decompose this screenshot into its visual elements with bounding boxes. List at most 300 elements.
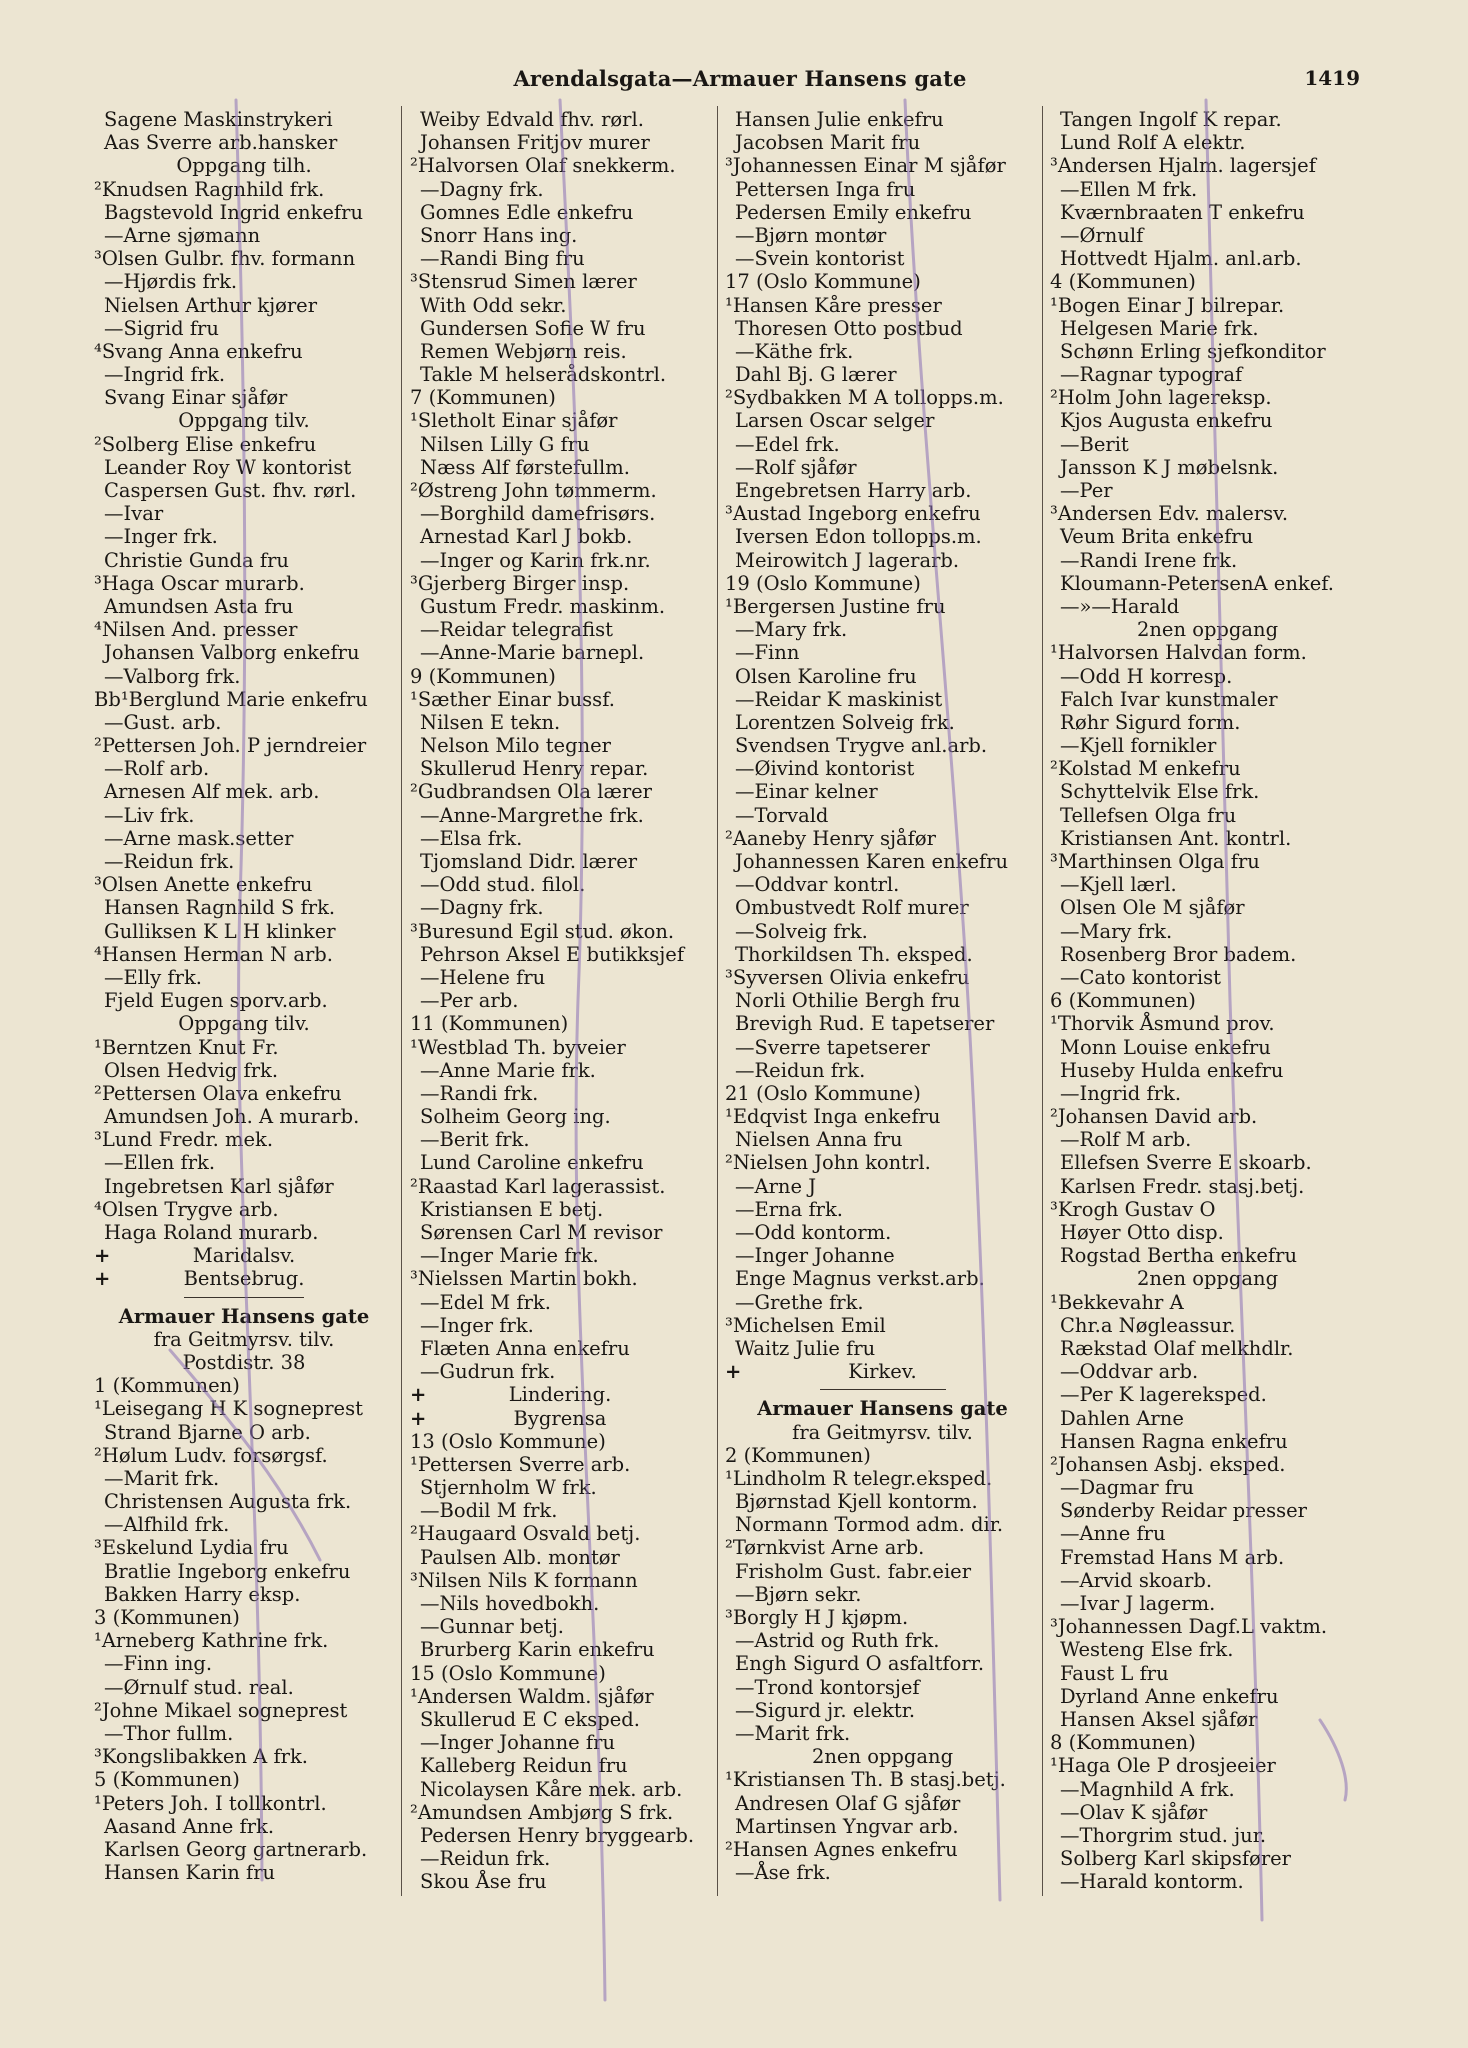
resident-entry: Lorentzen Solveig frk. xyxy=(735,710,955,734)
resident-entry: —Rolf M arb. xyxy=(1060,1128,1192,1152)
resident-entry: Bjørnstad Kjell kontorm. xyxy=(735,1490,978,1514)
resident-entry: Skullerud Henry repar. xyxy=(420,757,649,781)
resident-entry: Thoresen Otto postbud xyxy=(735,316,963,340)
resident-entry: Faust L fru xyxy=(1060,1661,1169,1685)
resident-entry: —Arne mask.setter xyxy=(104,826,294,850)
house-number: 2 (Kommunen) xyxy=(725,1443,871,1467)
resident-entry: —Kjell lærl. xyxy=(1060,873,1177,897)
resident-entry: Brurberg Karin enkefru xyxy=(420,1638,655,1662)
cross-street xyxy=(94,1267,394,1290)
resident-entry: —Olav K sjåfør xyxy=(1060,1800,1208,1824)
resident-entry: Kristiansen E betj. xyxy=(420,1197,604,1221)
resident-entry: —Inger Johanne fru xyxy=(420,1731,615,1755)
resident-entry: Næss Alf førstefullm. xyxy=(420,455,630,479)
resident-entry: ¹Berntzen Knut Fr. xyxy=(94,1035,279,1059)
resident-entry: ²Aaneby Henry sjåfør xyxy=(725,826,936,850)
resident-entry: —Inger frk. xyxy=(420,1313,534,1337)
resident-entry: —Sverre tapetserer xyxy=(735,1035,930,1059)
resident-entry: Christensen Augusta frk. xyxy=(104,1490,352,1514)
resident-entry: Amundsen Asta fru xyxy=(104,594,294,618)
resident-entry: Bagstevold Ingrid enkefru xyxy=(104,200,364,224)
resident-entry: —Arne J xyxy=(735,1174,817,1198)
resident-entry: ⁴Nilsen And. presser xyxy=(94,618,298,642)
resident-entry: Meirowitch J lagerarb. xyxy=(735,548,960,572)
resident-entry: —Anne-Margrethe frk. xyxy=(420,803,644,827)
stairway-label: Oppgang tilh. xyxy=(176,154,312,178)
resident-entry: —Dagny frk. xyxy=(420,896,544,920)
resident-entry: ²Østreng John tømmerm. xyxy=(410,479,657,502)
resident-entry: Hansen Ragna enkefru xyxy=(1060,1429,1288,1453)
resident-entry: Pettersen Inga fru xyxy=(735,177,916,201)
resident-entry: Dahl Bj. G lærer xyxy=(735,363,897,387)
resident-entry: —Ragnar typograf xyxy=(1060,363,1243,387)
resident-entry: ²Knudsen Ragnhild frk. xyxy=(94,177,325,201)
resident-entry: —Anne-Marie barnepl. xyxy=(420,641,645,665)
resident-entry: Larsen Oscar selger xyxy=(735,409,935,433)
resident-entry: ⁴Hansen Herman N arb. xyxy=(94,942,333,966)
resident-entry: ³Kongslibakken A frk. xyxy=(94,1745,308,1769)
resident-entry: —Cato kontorist xyxy=(1060,965,1221,989)
resident-entry: Arnesen Alf mek. arb. xyxy=(104,780,320,804)
resident-entry: Olsen Karoline fru xyxy=(735,664,917,688)
resident-entry: ²Hølum Ludv. forsørgsf. xyxy=(94,1443,328,1467)
section-divider xyxy=(94,1291,394,1305)
column-divider xyxy=(1042,106,1043,1896)
resident-entry: —Reidar telegrafist xyxy=(420,618,614,642)
resident-entry: —Ingrid frk. xyxy=(1060,1081,1182,1105)
resident-entry: ³Andersen Edv. malersv. xyxy=(1050,502,1289,526)
resident-entry: —Thorgrim stud. jur. xyxy=(1060,1823,1267,1847)
resident-entry: Westeng Else frk. xyxy=(1060,1638,1234,1662)
resident-entry: Monn Louise enkefru xyxy=(1060,1035,1271,1059)
house-number: 19 (Oslo Kommune) xyxy=(725,571,921,595)
resident-entry: Kalleberg Reidun fru xyxy=(420,1754,628,1778)
resident-entry: —Bodil M frk. xyxy=(420,1499,558,1523)
resident-entry: —Valborg frk. xyxy=(104,664,241,688)
cross-street-name: Maridalsv. xyxy=(192,1244,296,1268)
stairway-label: 2nen oppgang xyxy=(1136,1267,1279,1291)
cross-icon: + xyxy=(725,1360,742,1384)
resident-entry: —Finn xyxy=(735,641,800,665)
resident-entry: —Thor fullm. xyxy=(104,1721,234,1745)
resident-entry: Pedersen Emily enkefru xyxy=(735,200,972,224)
resident-entry: Tjomsland Didr. lærer xyxy=(420,850,638,873)
house-number: 9 (Kommunen) xyxy=(410,664,556,688)
resident-entry: Svendsen Trygve anl.arb. xyxy=(735,734,988,758)
resident-entry: Olsen Ole M sjåfør xyxy=(1060,896,1245,920)
resident-entry: Pedersen Henry bryggearb. xyxy=(420,1823,695,1847)
resident-entry: Nelson Milo tegner xyxy=(420,734,612,758)
resident-entry: Engebretsen Harry arb. xyxy=(735,479,972,502)
resident-entry: —Solveig frk. xyxy=(735,919,868,943)
resident-entry: ²Pettersen Joh. P jerndreier xyxy=(94,734,367,758)
resident-entry: —Odd H korresp. xyxy=(1060,664,1233,688)
resident-entry: —Anne Marie frk. xyxy=(420,1058,596,1082)
resident-entry: Nicolaysen Kåre mek. arb. xyxy=(420,1777,683,1801)
resident-entry: Flæten Anna enkefru xyxy=(420,1336,630,1360)
resident-entry: —Randi frk. xyxy=(420,1081,539,1105)
resident-entry: Martinsen Yngvar arb. xyxy=(735,1814,959,1838)
resident-entry: Lund Caroline enkefru xyxy=(420,1151,644,1175)
resident-entry: Helgesen Marie frk. xyxy=(1060,316,1259,340)
stairway-label: 2nen oppgang xyxy=(1136,618,1279,642)
resident-entry: —Mary frk. xyxy=(1060,919,1173,943)
resident-entry: ²Solberg Elise enkefru xyxy=(94,432,317,456)
resident-entry: Arnestad Karl J bokb. xyxy=(420,525,633,549)
house-number: 5 (Kommunen) xyxy=(94,1768,240,1792)
resident-entry: ²Kolstad M enkefru xyxy=(1050,757,1241,781)
resident-entry: Brevigh Rud. E tapetserer xyxy=(735,1012,995,1036)
resident-entry: Hansen Ragnhild S frk. xyxy=(104,896,336,920)
resident-entry: ¹Edqvist Inga enkefru xyxy=(725,1105,941,1129)
cross-icon: + xyxy=(410,1383,427,1407)
resident-entry: Hansen Julie enkefru xyxy=(735,108,944,131)
resident-entry: Bratlie Ingeborg enkefru xyxy=(104,1559,351,1583)
page-header xyxy=(0,66,1468,100)
resident-entry: ¹Bergersen Justine fru xyxy=(725,594,946,618)
resident-entry: Norli Othilie Bergh fru xyxy=(735,989,961,1013)
resident-entry: —Inger Marie frk. xyxy=(420,1244,599,1268)
column-4 xyxy=(1050,108,1365,1904)
resident-entry: —Finn ing. xyxy=(104,1652,213,1676)
resident-entry: —Sigrid fru xyxy=(104,316,219,340)
resident-entry: Aas Sverre arb.hansker xyxy=(104,131,338,155)
resident-entry: ³Haga Oscar murarb. xyxy=(94,571,305,595)
resident-entry: Tangen Ingolf K repar. xyxy=(1060,108,1282,131)
resident-entry: Christie Gunda fru xyxy=(104,548,289,572)
resident-entry: Remen Webjørn reis. xyxy=(420,339,627,363)
resident-entry: —Liv frk. xyxy=(104,803,195,827)
resident-entry: —Reidun frk. xyxy=(420,1847,551,1871)
resident-entry: Leander Roy W kontorist xyxy=(104,455,352,479)
resident-entry: ¹Bekkevahr A xyxy=(1050,1290,1184,1314)
resident-entry: —Grethe frk. xyxy=(735,1290,864,1314)
resident-entry: Rækstad Olaf melkhdlr. xyxy=(1060,1336,1294,1360)
resident-entry: ²Halvorsen Olaf snekkerm. xyxy=(410,154,676,178)
house-number: 1 (Kommunen) xyxy=(94,1374,240,1398)
resident-entry: ²Raastad Karl lagerassist. xyxy=(410,1174,666,1198)
resident-entry: Gomnes Edle enkefru xyxy=(420,200,634,224)
resident-entry: Høyer Otto disp. xyxy=(1060,1221,1224,1244)
resident-entry: —Harald kontorm. xyxy=(1060,1870,1244,1894)
resident-entry: Jacobsen Marit fru xyxy=(735,131,921,155)
street-heading: Armauer Hansens gate xyxy=(757,1397,1008,1421)
resident-entry: —Oddvar kontrl. xyxy=(735,873,900,897)
resident-entry: ³Marthinsen Olga fru xyxy=(1050,850,1260,873)
resident-entry: ³Lund Fredr. mek. xyxy=(94,1128,274,1152)
resident-entry: —Reidar K maskinist xyxy=(735,687,943,711)
resident-entry: —Gunnar betj. xyxy=(420,1615,565,1639)
resident-entry: Chr.a Nøgleassur. xyxy=(1060,1313,1236,1337)
resident-entry: Sørensen Carl M revisor xyxy=(420,1221,663,1244)
resident-entry: —Ellen frk. xyxy=(104,1151,216,1175)
resident-entry: Takle M helserådskontrl. xyxy=(420,363,667,387)
resident-entry: ³Krogh Gustav O xyxy=(1050,1197,1216,1221)
cross-street xyxy=(410,1383,710,1406)
house-number: 4 (Kommunen) xyxy=(1050,270,1196,294)
resident-entry: ³Borgly H J kjøpm. xyxy=(725,1606,909,1629)
resident-entry: Fjeld Eugen sporv.arb. xyxy=(104,989,328,1013)
resident-entry: ²Johansen Asbj. eksped. xyxy=(1050,1452,1286,1476)
resident-entry: ²Holm John lagereksp. xyxy=(1050,386,1272,410)
resident-entry: —Trond kontorsjef xyxy=(735,1675,920,1699)
column-1 xyxy=(94,108,394,1904)
resident-entry: —Randi Irene frk. xyxy=(1060,548,1238,572)
resident-entry: Haga Roland murarb. xyxy=(104,1221,319,1244)
resident-entry: —Marit frk. xyxy=(104,1466,220,1490)
resident-entry: ¹Halvorsen Halvdan form. xyxy=(1050,641,1307,665)
resident-entry: Iversen Edon tollopps.m. xyxy=(735,525,982,549)
resident-entry: Johansen Fritjov murer xyxy=(420,131,650,155)
resident-entry: ³Austad Ingeborg enkefru xyxy=(725,502,981,526)
resident-entry: Snorr Hans ing. xyxy=(420,223,578,247)
resident-entry: —Randi Bing fru xyxy=(420,247,585,271)
house-number: 13 (Oslo Kommune) xyxy=(410,1429,606,1453)
resident-entry: ³Nilsen Nils K formann xyxy=(410,1568,638,1592)
resident-entry: ³Stensrud Simen lærer xyxy=(410,270,637,294)
resident-entry: ¹Pettersen Sverre arb. xyxy=(410,1452,631,1476)
resident-entry: Ingebretsen Karl sjåfør xyxy=(104,1174,334,1198)
resident-entry: ³Nielssen Martin bokh. xyxy=(410,1267,638,1291)
resident-entry: Nielsen Arthur kjører xyxy=(104,293,318,317)
street-heading: Armauer Hansens gate xyxy=(118,1304,370,1328)
resident-entry: ¹Kristiansen Th. B stasj.betj. xyxy=(725,1768,1006,1792)
resident-entry: —Inger Johanne xyxy=(735,1244,895,1268)
house-number: 11 (Kommunen) xyxy=(410,1012,569,1036)
resident-entry: —Ivar J lagerm. xyxy=(1060,1592,1216,1615)
resident-entry: Bb¹Berglund Marie enkefru xyxy=(94,687,368,711)
column-divider xyxy=(717,106,718,1896)
resident-entry: ³Eskelund Lydia fru xyxy=(94,1536,289,1560)
resident-entry: —Edel M frk. xyxy=(420,1290,551,1314)
resident-entry: Hottvedt Hjalm. anl.arb. xyxy=(1060,247,1302,271)
resident-entry: —Edel frk. xyxy=(735,432,840,456)
resident-entry: ²Gudbrandsen Ola lærer xyxy=(410,780,653,804)
cross-icon: + xyxy=(94,1267,111,1291)
section-divider xyxy=(725,1383,1040,1397)
resident-entry: —Käthe frk. xyxy=(735,339,854,363)
resident-entry: ¹Andersen Waldm. sjåfør xyxy=(410,1684,654,1708)
resident-entry: Johannessen Karen enkefru xyxy=(735,850,1009,873)
resident-entry: Rogstad Bertha enkefru xyxy=(1060,1244,1298,1268)
resident-entry: Bakken Harry eksp. xyxy=(104,1582,301,1606)
resident-entry: —Reidun frk. xyxy=(104,850,235,873)
resident-entry: ²Haugaard Osvald betj. xyxy=(410,1522,641,1546)
resident-entry: —Ivar xyxy=(104,502,164,526)
cross-street-name: Bygrensa xyxy=(513,1406,607,1430)
resident-entry: Engh Sigurd O asfaltforr. xyxy=(735,1652,985,1676)
resident-entry: Amundsen Joh. A murarb. xyxy=(104,1105,360,1129)
resident-entry: Falch Ivar kunstmaler xyxy=(1060,687,1278,711)
resident-entry: Lund Rolf A elektr. xyxy=(1060,131,1246,155)
resident-entry: —Rolf sjåfør xyxy=(735,455,857,479)
resident-entry: Sagene Maskinstrykeri xyxy=(104,108,333,131)
resident-entry: Hansen Karin fru xyxy=(104,1861,276,1885)
resident-entry: Kjos Augusta enkefru xyxy=(1060,409,1273,433)
resident-entry: ²Nielsen John kontrl. xyxy=(725,1151,931,1175)
resident-entry: Olsen Hedvig frk. xyxy=(104,1058,279,1082)
resident-entry: Kristiansen Ant. kontrl. xyxy=(1060,826,1292,850)
resident-entry: ⁴Olsen Trygve arb. xyxy=(94,1197,279,1221)
resident-entry: Nilsen E tekn. xyxy=(420,710,561,734)
stairway-label: Oppgang tilv. xyxy=(178,409,310,433)
stairway-label: 2nen oppgang xyxy=(811,1745,954,1769)
resident-entry: ²Sydbakken M A tollopps.m. xyxy=(725,386,1004,410)
resident-entry: Caspersen Gust. fhv. rørl. xyxy=(104,479,357,502)
resident-entry: Normann Tormod adm. dir. xyxy=(735,1513,1004,1537)
resident-entry: Gustum Fredr. maskinm. xyxy=(420,594,666,618)
resident-entry: Ombustvedt Rolf murer xyxy=(735,896,969,920)
resident-entry: Gulliksen K L H klinker xyxy=(104,919,336,943)
resident-entry: Røhr Sigurd form. xyxy=(1060,710,1241,734)
resident-entry: —Erna frk. xyxy=(735,1197,843,1221)
page-number: 1419 xyxy=(1304,66,1360,90)
resident-entry: Gundersen Sofie W fru xyxy=(420,316,646,340)
resident-entry: —Helene fru xyxy=(420,965,546,989)
resident-entry: —Rolf arb. xyxy=(104,757,210,781)
resident-entry: Frisholm Gust. fabr.eier xyxy=(735,1559,972,1583)
resident-entry: —Dagny frk. xyxy=(420,177,544,201)
resident-entry: ¹Sletholt Einar sjåfør xyxy=(410,409,618,433)
resident-entry: —Arne sjømann xyxy=(104,223,261,247)
resident-entry: Ellefsen Sverre E skoarb. xyxy=(1060,1151,1312,1175)
resident-entry: Kværnbraaten T enkefru xyxy=(1060,200,1305,224)
resident-entry: —Arvid skoarb. xyxy=(1060,1568,1213,1592)
resident-entry: —Hjørdis frk. xyxy=(104,270,238,294)
resident-entry: Svang Einar sjåfør xyxy=(104,386,288,410)
resident-entry: —Berit xyxy=(1060,432,1129,456)
resident-entry: Nilsen Lilly G fru xyxy=(420,432,590,456)
resident-entry: —Per arb. xyxy=(420,989,519,1013)
resident-entry: Tellefsen Olga fru xyxy=(1060,803,1237,827)
stairway-label: fra Geitmyrsv. tilv. xyxy=(153,1327,335,1351)
resident-entry: —Torvald xyxy=(735,803,829,827)
resident-entry: —Bjørn sekr. xyxy=(735,1582,862,1606)
resident-entry: Weiby Edvald fhv. rørl. xyxy=(420,108,644,131)
resident-entry: —Astrid og Ruth frk. xyxy=(735,1629,940,1653)
resident-entry: —Oddvar arb. xyxy=(1060,1360,1199,1384)
resident-entry: Karlsen Fredr. stasj.betj. xyxy=(1060,1174,1305,1198)
cross-street xyxy=(94,1244,394,1267)
resident-entry: Schyttelvik Else frk. xyxy=(1060,780,1260,804)
resident-entry: Dyrland Anne enkefru xyxy=(1060,1684,1279,1708)
resident-entry: —Berit frk. xyxy=(420,1128,530,1152)
resident-entry: Paulsen Alb. montør xyxy=(420,1545,620,1569)
resident-entry: —Elly frk. xyxy=(104,965,202,989)
resident-entry: —Ørnulf xyxy=(1060,223,1144,247)
stairway-label: fra Geitmyrsv. tilv. xyxy=(792,1420,973,1444)
resident-entry: —Åse frk. xyxy=(735,1861,831,1885)
resident-entry: ¹Leisegang H K sogneprest xyxy=(94,1397,363,1421)
resident-entry: —Elsa frk. xyxy=(420,826,523,850)
resident-entry: —Ingrid frk. xyxy=(104,363,226,387)
resident-entry: Waitz Julie fru xyxy=(735,1336,876,1360)
resident-entry: —Magnhild A frk. xyxy=(1060,1777,1235,1801)
resident-entry: ¹Peters Joh. I tollkontrl. xyxy=(94,1791,327,1815)
resident-entry: Nielsen Anna fru xyxy=(735,1128,903,1152)
column-3 xyxy=(725,108,1040,1904)
resident-entry: —Mary frk. xyxy=(735,618,848,642)
resident-entry: ³Michelsen Emil xyxy=(725,1313,886,1337)
page-title: Arendalsgata—Armauer Hansens gate xyxy=(513,66,967,91)
resident-entry: —Gudrun frk. xyxy=(420,1360,556,1384)
resident-entry: ³Olsen Anette enkefru xyxy=(94,873,313,897)
house-number: 3 (Kommunen) xyxy=(94,1606,240,1629)
resident-entry: ¹Westblad Th. byveier xyxy=(410,1035,626,1059)
cross-street xyxy=(410,1407,710,1430)
cross-street-name: Lindering. xyxy=(508,1383,612,1407)
resident-entry: ³Buresund Egil stud. økon. xyxy=(410,919,675,943)
house-number: 17 (Oslo Kommune) xyxy=(725,270,921,294)
resident-entry: —Odd stud. filol. xyxy=(420,873,586,897)
resident-entry: Johansen Valborg enkefru xyxy=(104,641,360,665)
resident-entry: —Kjell fornikler xyxy=(1060,734,1217,758)
resident-entry: Schønn Erling sjefkonditor xyxy=(1060,339,1326,363)
resident-entry: ¹Hansen Kåre presser xyxy=(725,293,942,317)
resident-entry: ¹Thorvik Åsmund prov. xyxy=(1050,1012,1275,1036)
resident-entry: —Svein kontorist xyxy=(735,247,905,271)
resident-entry: Dahlen Arne xyxy=(1060,1406,1184,1430)
resident-entry: Aasand Anne frk. xyxy=(104,1814,275,1838)
resident-entry: —Gust. arb. xyxy=(104,710,222,734)
house-number: 8 (Kommunen) xyxy=(1050,1731,1196,1755)
cross-icon: + xyxy=(94,1244,111,1268)
house-number: 21 (Oslo Kommune) xyxy=(725,1081,921,1105)
resident-entry: Solheim Georg ing. xyxy=(420,1105,611,1129)
resident-entry: Solberg Karl skipsfører xyxy=(1060,1847,1292,1871)
resident-entry: Thorkildsen Th. eksped. xyxy=(735,942,973,966)
resident-entry: Stjernholm W frk. xyxy=(420,1476,597,1500)
resident-entry: —Einar kelner xyxy=(735,780,878,804)
column-divider xyxy=(401,106,402,1896)
resident-entry: ²Pettersen Olava enkefru xyxy=(94,1081,342,1105)
resident-entry: ¹Bogen Einar J bilrepar. xyxy=(1050,293,1285,317)
resident-entry: —Ellen M frk. xyxy=(1060,177,1198,201)
resident-entry: Andresen Olaf G sjåfør xyxy=(735,1791,961,1815)
cross-icon: + xyxy=(410,1406,427,1430)
resident-entry: —Nils hovedbokh. xyxy=(420,1592,600,1615)
resident-entry: —Marit frk. xyxy=(735,1721,851,1745)
resident-entry: ⁴Svang Anna enkefru xyxy=(94,339,303,363)
resident-entry: ¹Lindholm R telegr.eksped. xyxy=(725,1466,993,1490)
resident-entry: Sønderby Reidar presser xyxy=(1060,1499,1308,1523)
cross-street xyxy=(725,1360,1040,1383)
resident-entry: —Ørnulf stud. real. xyxy=(104,1675,294,1699)
resident-entry: —Per K lagereksped. xyxy=(1060,1383,1267,1407)
resident-entry: ³Gjerberg Birger insp. xyxy=(410,571,630,595)
resident-entry: ³Johannessen Dagf.L vaktm. xyxy=(1050,1615,1328,1639)
resident-entry: —Inger frk. xyxy=(104,525,218,549)
house-number: 15 (Oslo Kommune) xyxy=(410,1661,606,1685)
resident-entry: —Per xyxy=(1060,479,1113,502)
cross-street-name: Kirkev. xyxy=(848,1360,917,1384)
resident-entry: ¹Arneberg Kathrine frk. xyxy=(94,1629,329,1653)
resident-entry: —Dagmar fru xyxy=(1060,1476,1194,1500)
cross-street-name: Bentsebrug. xyxy=(183,1267,305,1291)
resident-entry: ²Amundsen Ambjørg S frk. xyxy=(410,1800,674,1824)
resident-entry: ³Olsen Gulbr. fhv. formann xyxy=(94,247,356,271)
resident-entry: —Anne fru xyxy=(1060,1522,1166,1546)
resident-entry: ²Johne Mikael sogneprest xyxy=(94,1698,348,1722)
resident-entry: —Odd kontorm. xyxy=(735,1221,892,1244)
resident-entry: ³Syversen Olivia enkefru xyxy=(725,965,970,989)
house-number: 6 (Kommunen) xyxy=(1050,989,1196,1013)
resident-entry: Pehrson Aksel E butikksjef xyxy=(420,942,685,966)
resident-entry: ¹Sæther Einar bussf. xyxy=(410,687,615,711)
resident-entry: —Borghild damefrisørs. xyxy=(420,502,656,526)
resident-entry: Karlsen Georg gartnerarb. xyxy=(104,1837,368,1861)
resident-entry: Huseby Hulda enkefru xyxy=(1060,1058,1284,1082)
